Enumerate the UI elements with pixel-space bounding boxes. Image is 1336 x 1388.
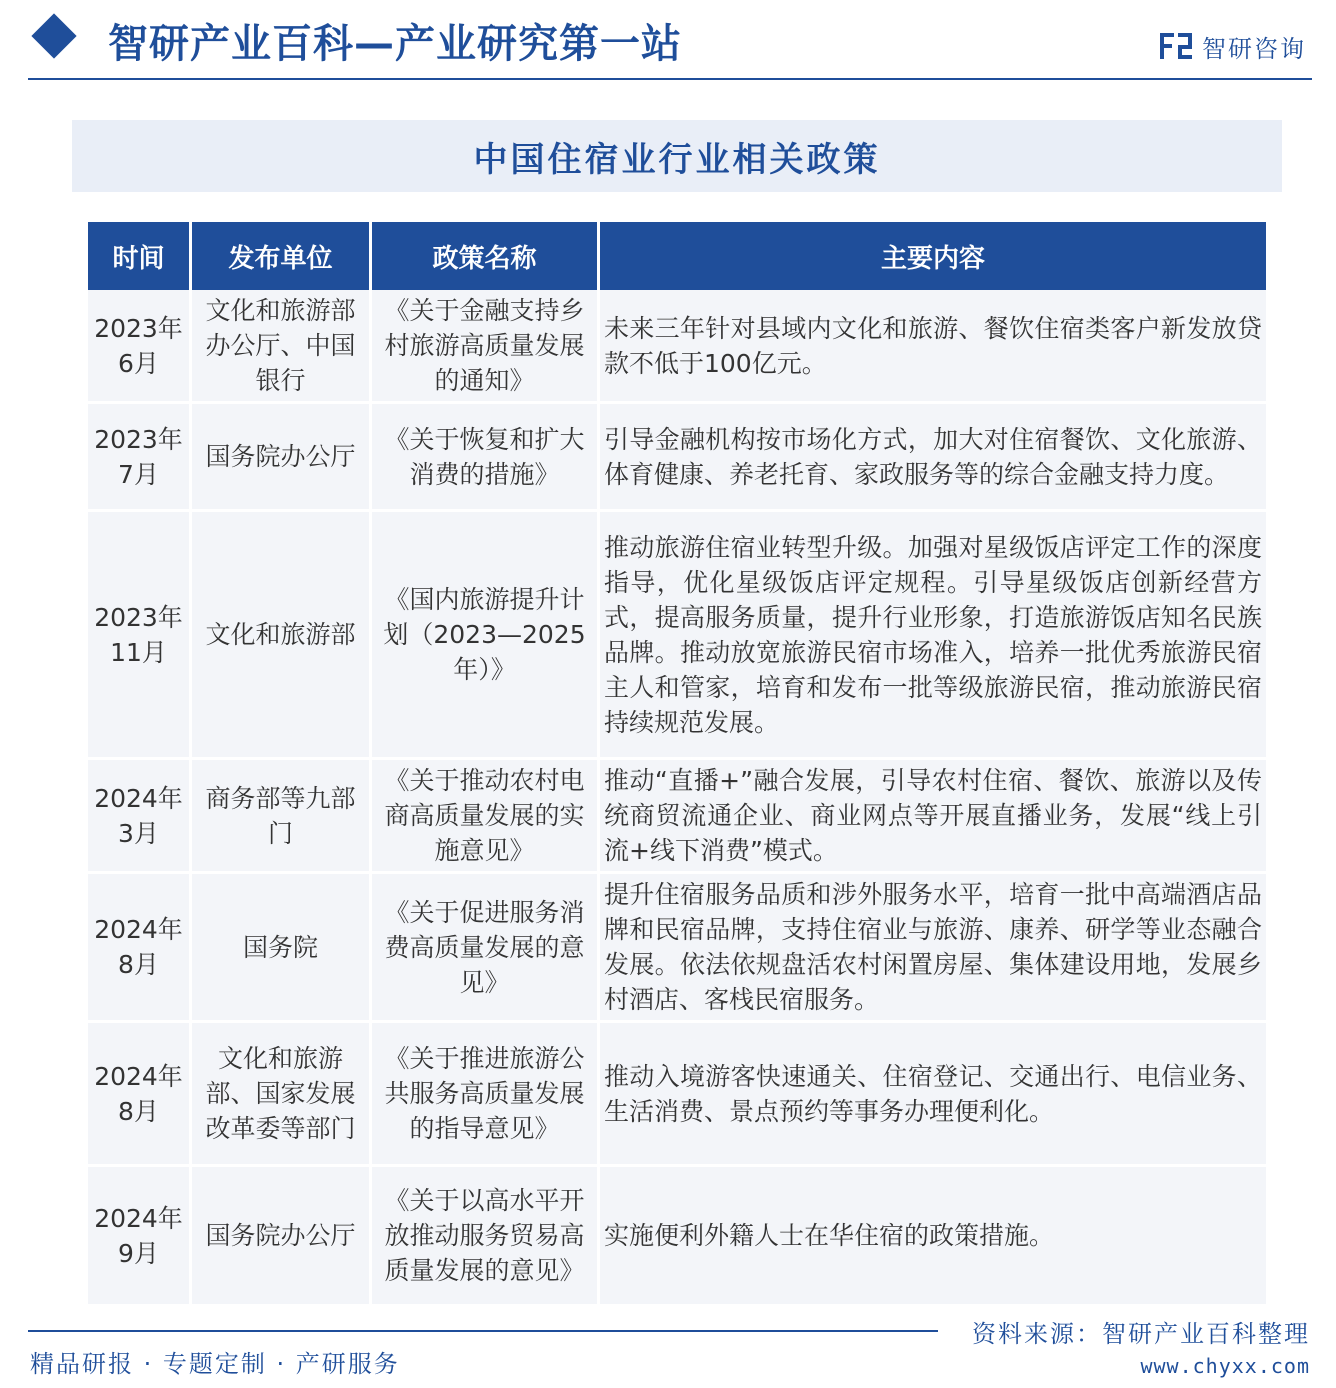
brand-name: 智研咨询 <box>1202 34 1306 63</box>
row-date: 2023年7月 <box>88 404 192 512</box>
row-date: 2023年11月 <box>88 512 192 760</box>
policy-table <box>88 222 1266 1307</box>
row-org: 文化和旅游部 <box>192 512 372 760</box>
row-date: 2023年6月 <box>88 290 192 404</box>
table-row <box>88 512 1266 760</box>
row-policy-name: 《国内旅游提升计划（2023—2025年）》 <box>372 512 600 760</box>
row-policy-name: 《关于推动农村电商高质量发展的实施意见》 <box>372 760 600 874</box>
diamond-icon <box>31 13 76 58</box>
row-content: 推动入境游客快速通关、住宿登记、交通出行、电信业务、生活消费、景点预约等事务办理便利化。 <box>600 1023 1266 1167</box>
row-org: 文化和旅游部、国家发展改革委等部门 <box>192 1023 372 1167</box>
row-policy-name: 《关于促进服务消费高质量发展的意见》 <box>372 874 600 1023</box>
table-header-row <box>88 222 1266 290</box>
footer-slogan: 精品研报 · 专题定制 · 产研服务 <box>30 1350 400 1378</box>
header-title: 智研产业百科—产业研究第一站 <box>108 21 682 67</box>
column-header-org: 发布单位 <box>192 222 372 290</box>
row-content: 推动旅游住宿业转型升级。加强对星级饭店评定工作的深度指导，优化星级饭店评定规程。引导星级饭店创新经营方式，提高服务质量，提升行业形象，打造旅游饭店知名民族品牌。推动放宽旅游民宿市场准入，培养一批优秀旅游民宿主人和管家，培育和发布一批等级旅游民宿，推动旅游民宿持续规范发展。 <box>600 512 1266 760</box>
column-header-name: 政策名称 <box>372 222 600 290</box>
brand <box>1160 28 1306 64</box>
footer-divider <box>28 1330 938 1332</box>
brand-logo-icon <box>1160 31 1194 61</box>
table-row <box>88 404 1266 512</box>
row-policy-name: 《关于恢复和扩大消费的措施》 <box>372 404 600 512</box>
column-header-date: 时间 <box>88 222 192 290</box>
row-date: 2024年8月 <box>88 874 192 1023</box>
row-policy-name: 《关于金融支持乡村旅游高质量发展的通知》 <box>372 290 600 404</box>
row-policy-name: 《关于推进旅游公共服务高质量发展的指导意见》 <box>372 1023 600 1167</box>
table-row <box>88 760 1266 874</box>
footer-url[interactable]: www.chyxx.com <box>1140 1354 1310 1378</box>
row-org: 文化和旅游部办公厅、中国银行 <box>192 290 372 404</box>
row-date: 2024年9月 <box>88 1167 192 1307</box>
table-row <box>88 1167 1266 1307</box>
table-title-bar <box>72 120 1282 192</box>
table-row <box>88 874 1266 1023</box>
row-org: 国务院办公厅 <box>192 1167 372 1307</box>
row-content: 实施便利外籍人士在华住宿的政策措施。 <box>600 1167 1266 1307</box>
page-header <box>0 0 1336 84</box>
row-org: 国务院 <box>192 874 372 1023</box>
header-divider <box>28 78 1312 80</box>
row-policy-name: 《关于以高水平开放推动服务贸易高质量发展的意见》 <box>372 1167 600 1307</box>
row-content: 提升住宿服务品质和涉外服务水平，培育一批中高端酒店品牌和民宿品牌，支持住宿业与旅游、康养、研学等业态融合发展。依法依规盘活农村闲置房屋、集体建设用地，发展乡村酒店、客栈民宿服务。 <box>600 874 1266 1023</box>
row-content: 推动“直播+”融合发展，引导农村住宿、餐饮、旅游以及传统商贸流通企业、商业网点等开展直播业务，发展“线上引流+线下消费”模式。 <box>600 760 1266 874</box>
row-org: 国务院办公厅 <box>192 404 372 512</box>
row-org: 商务部等九部门 <box>192 760 372 874</box>
row-date: 2024年8月 <box>88 1023 192 1167</box>
row-content: 未来三年针对县域内文化和旅游、餐饮住宿类客户新发放贷款不低于100亿元。 <box>600 290 1266 404</box>
row-content: 引导金融机构按市场化方式，加大对住宿餐饮、文化旅游、体育健康、养老托育、家政服务等的综合金融支持力度。 <box>600 404 1266 512</box>
table-row <box>88 290 1266 404</box>
footer-source: 资料来源：智研产业百科整理 <box>972 1320 1310 1348</box>
row-date: 2024年3月 <box>88 760 192 874</box>
column-header-content: 主要内容 <box>600 222 1266 290</box>
table-row <box>88 1023 1266 1167</box>
table-title: 中国住宿业行业相关政策 <box>473 139 881 180</box>
